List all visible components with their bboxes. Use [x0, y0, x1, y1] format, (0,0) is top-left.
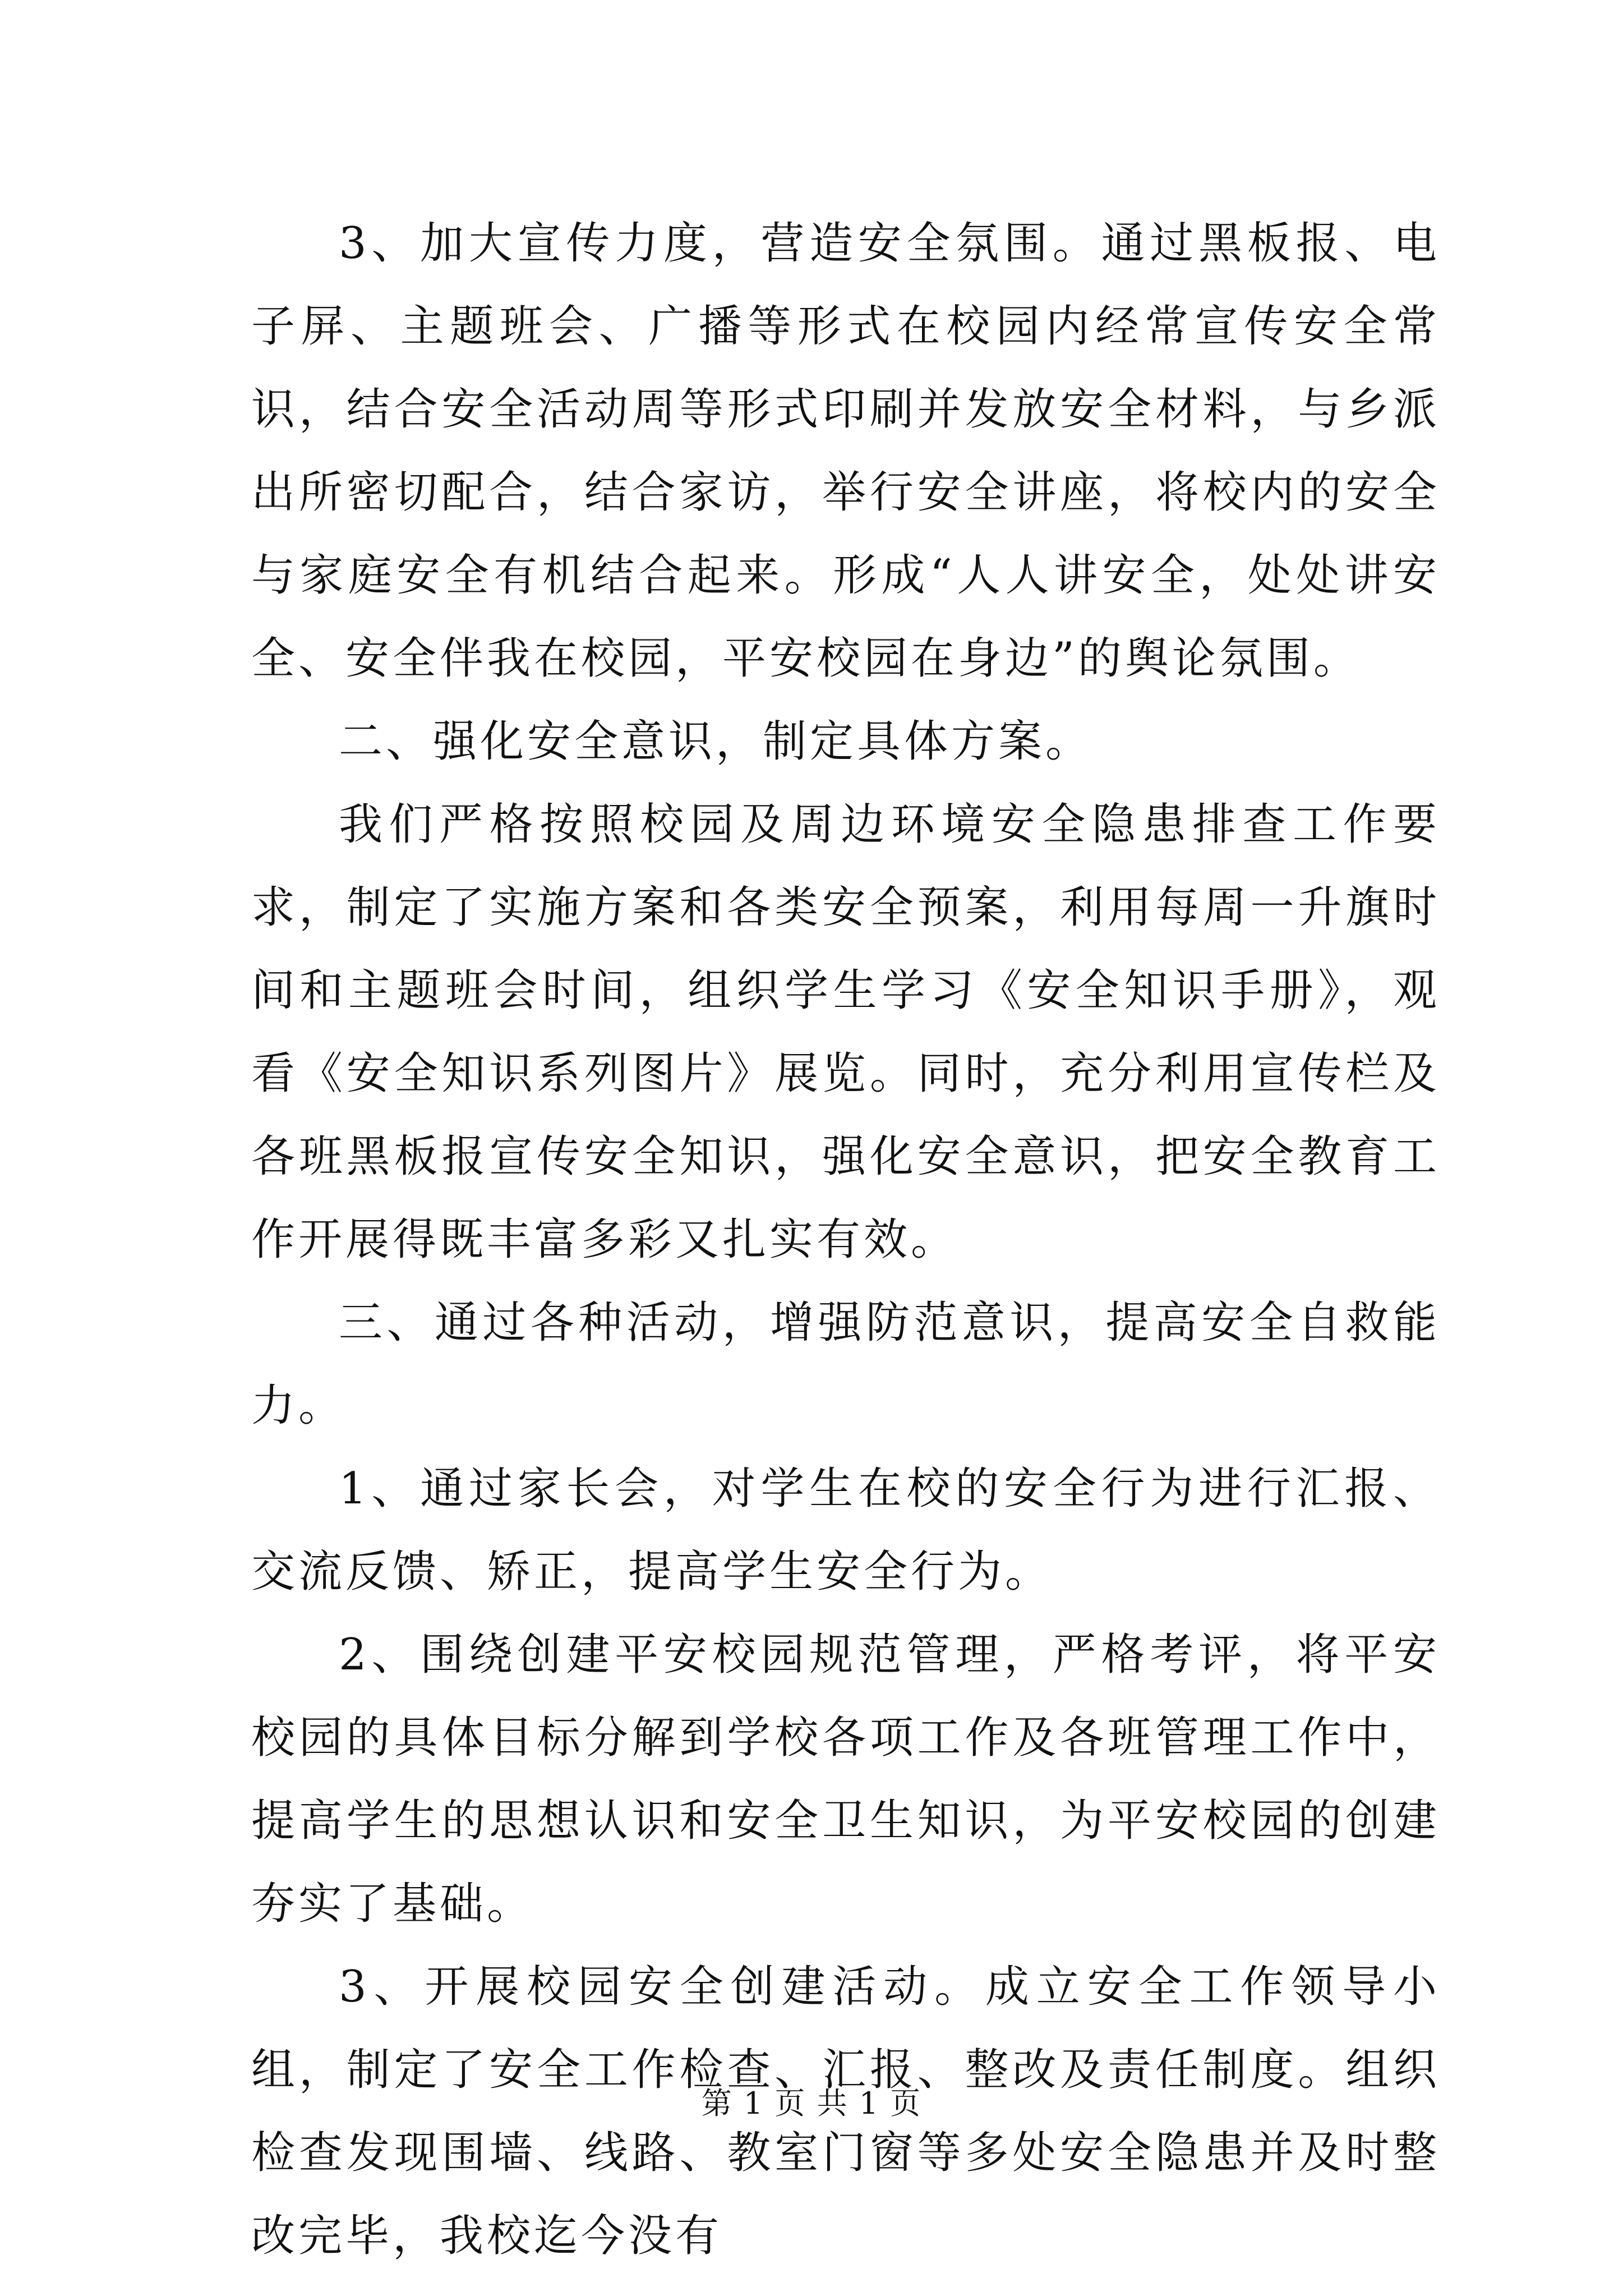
- paragraph-plan: 我们严格按照校园及周边环境安全隐患排查工作要求，制定了实施方案和各类安全预案，利用每周一升旗时间和主题班会时间，组织学生学习《安全知识手册》，观看《安全知识系列图片》展览。同时，充分利用宣传栏及各班黑板报宣传安全知识，强化安全意识，把安全教育工作开展得既丰富多彩又扎实有效。: [251, 799, 1440, 1265]
- document-body: [251, 202, 1440, 2277]
- paragraph-parent-meeting: 1、通过家长会，对学生在校的安全行为进行汇报、交流反馈、矫正，提高学生安全行为。: [251, 1464, 1440, 1597]
- paragraph-campaign: 3、开展校园安全创建活动。成立安全工作领导小组，制定了安全工作检查、汇报、整改及责任制度。组织检查发现围墙、线路、教室门窗等多处安全隐患并及时整改完毕，我校迄今没有: [251, 1962, 1440, 2261]
- paragraph-heading-awareness: 二、强化安全意识，制定具体方案。: [339, 716, 1093, 767]
- page-footer: 第 1 页 共 1 页: [701, 2086, 922, 2121]
- paragraph-safe-campus: 2、围绕创建平安校园规范管理，严格考评，将平安校园的具体目标分解到学校各项工作及各班管理工作中，提高学生的思想认识和安全卫生知识，为平安校园的创建夯实了基础。: [251, 1630, 1440, 1929]
- paragraph-publicity: 3、加大宣传力度，营造安全氛围。通过黑板报、电子屏、主题班会、广播等形式在校园内经常宣传安全常识，结合安全活动周等形式印刷并发放安全材料，与乡派出所密切配合，结合家访，举行安全讲座，将校内的安全与家庭安全有机结合起来。形成“人人讲安全，处处讲安全、安全伴我在校园，平安校园在身边”的舆论氛围。: [251, 218, 1440, 684]
- paragraph-heading-activities: 三、通过各种活动，增强防范意识，提高安全自救能力。: [251, 1297, 1440, 1431]
